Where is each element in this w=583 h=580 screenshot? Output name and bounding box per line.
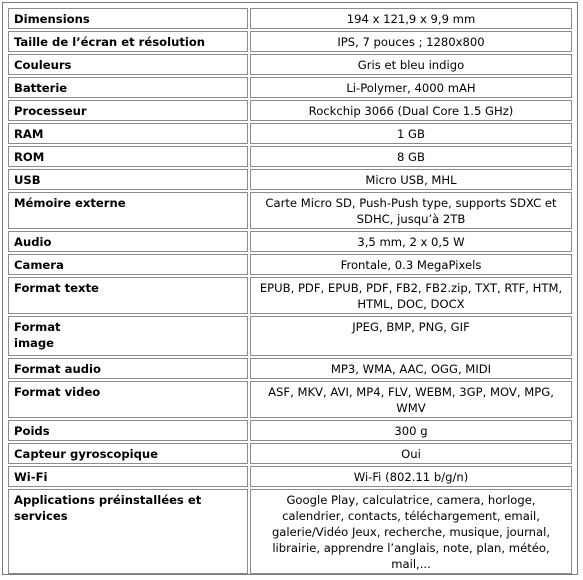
row-value: Google Play, calculatrice, camera, horloge, calendrier, contacts, téléchargement, email, galerie/Vidéo Jeux, recherche, musique, journal, librairie, apprendre l’anglais, note, plan, météo, mail,...: [250, 489, 572, 574]
table-row: [8, 277, 572, 314]
table-row: [8, 169, 572, 190]
row-value: 8 GB: [250, 146, 572, 167]
row-label: Audio: [8, 231, 248, 252]
spec-table: [6, 6, 574, 576]
table-row: [8, 77, 572, 98]
row-value: Rockchip 3066 (Dual Core 1.5 GHz): [250, 100, 572, 121]
row-label: Couleurs: [8, 54, 248, 75]
table-row: [8, 381, 572, 418]
row-label: Format texte: [8, 277, 248, 314]
row-value: ASF, MKV, AVI, MP4, FLV, WEBM, 3GP, MOV, MPG, WMV: [250, 381, 572, 418]
row-label: Poids: [8, 420, 248, 441]
row-label: ROM: [8, 146, 248, 167]
row-value: 194 x 121,9 x 9,9 mm: [250, 8, 572, 29]
row-value: Wi-Fi (802.11 b/g/n): [250, 466, 572, 487]
row-value: EPUB, PDF, EPUB, PDF, FB2, FB2.zip, TXT, RTF, HTM, HTML, DOC, DOCX: [250, 277, 572, 314]
row-value: 1 GB: [250, 123, 572, 144]
row-label: Batterie: [8, 77, 248, 98]
spec-table-frame: [2, 2, 578, 575]
row-label: Format image: [8, 316, 248, 356]
row-label: Processeur: [8, 100, 248, 121]
row-label: Capteur gyroscopique: [8, 443, 248, 464]
row-value: Carte Micro SD, Push-Push type, supports SDXC et SDHC, jusqu’à 2TB: [250, 192, 572, 229]
table-row: [8, 489, 572, 574]
row-value: MP3, WMA, AAC, OGG, MIDI: [250, 358, 572, 379]
row-value: JPEG, BMP, PNG, GIF: [250, 316, 572, 356]
table-row: [8, 316, 572, 356]
row-value: Oui: [250, 443, 572, 464]
row-value: Gris et bleu indigo: [250, 54, 572, 75]
table-row: [8, 443, 572, 464]
table-row: [8, 123, 572, 144]
row-label: Wi-Fi: [8, 466, 248, 487]
table-row: [8, 8, 572, 29]
table-row: [8, 54, 572, 75]
row-label: USB: [8, 169, 248, 190]
row-label: RAM: [8, 123, 248, 144]
table-row: [8, 146, 572, 167]
row-label: Camera: [8, 254, 248, 275]
row-label: Taille de l’écran et résolution: [8, 31, 248, 52]
row-label: Format audio: [8, 358, 248, 379]
table-row: [8, 420, 572, 441]
row-label: Dimensions: [8, 8, 248, 29]
table-row: [8, 466, 572, 487]
row-label: Format video: [8, 381, 248, 418]
row-value: 300 g: [250, 420, 572, 441]
table-row: [8, 231, 572, 252]
table-row: [8, 31, 572, 52]
row-value: Frontale, 0.3 MegaPixels: [250, 254, 572, 275]
table-row: [8, 100, 572, 121]
table-row: [8, 254, 572, 275]
row-value: 3,5 mm, 2 x 0,5 W: [250, 231, 572, 252]
row-label: Mémoire externe: [8, 192, 248, 229]
row-value: IPS, 7 pouces ; 1280x800: [250, 31, 572, 52]
table-row: [8, 192, 572, 229]
row-value: Li-Polymer, 4000 mAH: [250, 77, 572, 98]
row-value: Micro USB, MHL: [250, 169, 572, 190]
table-row: [8, 358, 572, 379]
row-label: Applications préinstallées et services: [8, 489, 248, 574]
